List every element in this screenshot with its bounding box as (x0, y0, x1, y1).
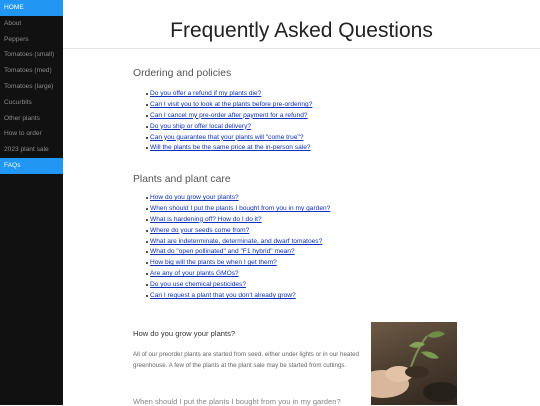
sidebar-item-tomatoes-large[interactable]: Tomatoes (large) (4, 82, 54, 90)
question-list-item (150, 269, 330, 280)
question-link[interactable]: What do "open pollinated" and "F1 hybrid" mean? (150, 248, 295, 256)
question-list-item (150, 237, 330, 248)
question-list-item (150, 193, 330, 204)
main-content (63, 0, 540, 405)
question-list-item (150, 215, 330, 226)
sidebar-item-2023-plant-sale[interactable]: 2023 plant sale (4, 146, 49, 154)
sidebar-item-how-to-order[interactable]: How to order (4, 130, 42, 138)
question-list-item (150, 100, 312, 111)
sidebar-item-peppers[interactable]: Peppers (4, 35, 29, 43)
question-link[interactable]: When should I put the plants I bought from you in my garden? (150, 204, 331, 212)
section-heading-ordering: Ordering and policies (133, 68, 232, 79)
question-link[interactable]: How do you grow your plants? (150, 194, 239, 201)
question-list-ordering (150, 89, 312, 154)
sidebar-item-other-plants[interactable]: Other plants (4, 114, 40, 122)
question-link[interactable]: Can I visit you to look at the plants before pre-ordering? (150, 100, 313, 108)
question-link[interactable]: How big will the plants be when I get them? (150, 259, 277, 267)
seedling-photo-graphic (371, 322, 457, 405)
sidebar-menu (0, 0, 63, 174)
question-list-item (150, 111, 312, 122)
question-list-item (150, 280, 330, 291)
question-list-item (150, 89, 312, 100)
sidebar-item-tomatoes-small[interactable]: Tomatoes (small) (4, 51, 55, 59)
sidebar-item-faqs[interactable]: FAQs (0, 158, 63, 174)
sidebar-item-cucurbits[interactable]: Cucurbits (4, 98, 32, 106)
answer-text: All of our preorder plants are started from seed, either under lights or in our heated greenhouse. A few of the plants at the plant sale may be started from cuttings. (133, 351, 359, 369)
question-link[interactable]: Are any of your plants GMOs? (150, 270, 239, 278)
question-link[interactable]: Can I cancel my pre-order after payment for a refund? (150, 111, 308, 119)
question-list-item (150, 226, 330, 237)
question-link[interactable]: Can you guarantee that your plants will "come true"? (150, 133, 304, 141)
title-divider (63, 48, 540, 49)
question-link[interactable]: Can I request a plant that you don't already grow? (150, 292, 296, 300)
next-answer-heading: When should I put the plants I bought from you in my garden? (133, 397, 341, 406)
question-list-item (150, 291, 330, 302)
seedling-photo (371, 322, 457, 405)
question-list-item (150, 133, 312, 144)
question-link[interactable]: What is hardening off? How do I do it? (150, 215, 262, 223)
answer-heading: How do you grow your plants? (133, 329, 236, 338)
question-link[interactable]: Will the plants be the same price at the in-person sale? (150, 144, 311, 152)
sidebar-item-about[interactable]: About (4, 19, 22, 27)
question-link[interactable]: Where do your seeds come from? (150, 226, 250, 234)
question-link[interactable]: Do you offer a refund if my plants die? (150, 90, 262, 97)
sidebar-item-home[interactable]: HOME (0, 0, 63, 16)
question-list-plant-care (150, 193, 330, 302)
question-list-item (150, 143, 312, 154)
question-list-item (150, 247, 330, 258)
sidebar (0, 0, 63, 405)
question-list-item (150, 204, 330, 215)
sidebar-item-tomatoes-med[interactable]: Tomatoes (med) (4, 67, 52, 75)
question-link[interactable]: What are indeterminate, determinate, and dwarf tomatoes? (150, 237, 323, 245)
page-title: Frequently Asked Questions (170, 19, 433, 42)
question-list-item (150, 122, 312, 133)
question-list-item (150, 258, 330, 269)
section-heading-plant-care: Plants and plant care (133, 174, 231, 185)
question-link[interactable]: Do you use chemical pesticides? (150, 281, 247, 289)
question-link[interactable]: Do you ship or offer local delivery? (150, 122, 252, 130)
